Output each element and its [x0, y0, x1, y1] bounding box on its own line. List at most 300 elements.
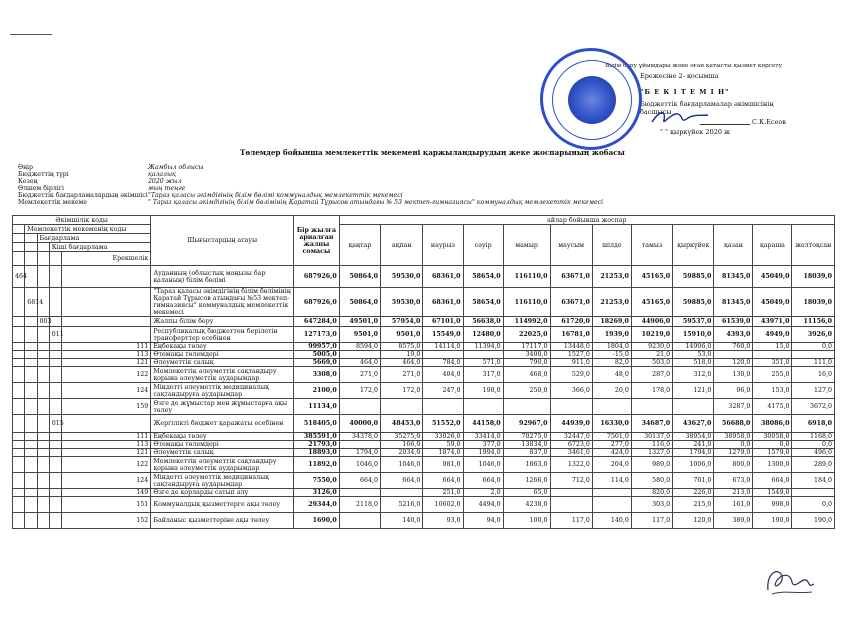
expense-name-cell: Ауданның (облыстық маңызы бар қаланың) білім бөлімі: [151, 266, 294, 288]
month-value-cell: 7501,0: [592, 433, 631, 441]
month-value-cell: 9501,0: [381, 327, 423, 343]
institution-code-cell: [25, 489, 37, 497]
subprogram-code-cell: [49, 513, 61, 529]
month-value-cell: 351,0: [753, 359, 792, 367]
table-row: [13, 266, 835, 288]
month-value-cell: [592, 399, 631, 415]
table-row: [13, 449, 835, 457]
admin-code-cell: [13, 497, 25, 513]
subprogram-code-cell: [49, 367, 61, 383]
expense-name-cell: Әлеуметтік салық: [151, 359, 294, 367]
program-code-cell: [37, 441, 49, 449]
month-value-cell: 34378,0: [339, 433, 380, 441]
month-value-cell: 18269,0: [592, 317, 631, 327]
specifics-code-cell: [62, 415, 151, 433]
month-value-cell: 96,0: [714, 383, 753, 399]
specifics-code-cell: 111: [62, 433, 151, 441]
program-code-cell: [37, 433, 49, 441]
month-value-cell: 3461,0: [550, 449, 592, 457]
month-value-cell: 4238,0: [503, 497, 550, 513]
month-value-cell: 22025,0: [503, 327, 550, 343]
month-value-cell: 8594,0: [339, 343, 380, 351]
annual-total-cell: 687926,0: [294, 266, 340, 288]
month-value-cell: 127,0: [792, 383, 835, 399]
director-signature: [650, 106, 710, 128]
annual-total-cell: 5005,0: [294, 351, 340, 359]
month-value-cell: 312,0: [673, 367, 714, 383]
subprogram-code-cell: [49, 489, 61, 497]
month-value-cell: [423, 399, 463, 415]
month-value-cell: 271,0: [339, 367, 380, 383]
institution-code-cell: [25, 457, 37, 473]
admin-code-cell: [13, 415, 25, 433]
month-value-cell: 303,0: [631, 497, 672, 513]
month-value-cell: 40000,0: [339, 415, 380, 433]
month-value-cell: 1804,0: [592, 343, 631, 351]
specifics-code-cell: 111: [62, 343, 151, 351]
month-value-cell: 277,0: [592, 441, 631, 449]
month-value-cell: 2034,0: [381, 449, 423, 457]
table-row: [13, 317, 835, 327]
month-value-cell: [592, 497, 631, 513]
approval-heading: "Б Е К І Т Е М І Н": [640, 88, 730, 96]
table-row: [13, 441, 835, 449]
month-value-cell: 664,0: [423, 473, 463, 489]
month-value-cell: [339, 351, 380, 359]
subprogram-code-cell: [49, 288, 61, 317]
month-value-cell: 1579,0: [753, 449, 792, 457]
month-value-cell: 59,0: [423, 441, 463, 449]
annual-total-cell: 3126,0: [294, 489, 340, 497]
month-value-cell: 317,0: [463, 367, 503, 383]
annual-total-cell: 7550,0: [294, 473, 340, 489]
month-value-cell: 45165,0: [631, 288, 672, 317]
month-value-cell: [381, 489, 423, 497]
month-value-cell: 100,0: [503, 513, 550, 529]
specifics-code-cell: [62, 327, 151, 343]
header-month-4: сәуір: [463, 225, 503, 266]
month-value-cell: [381, 399, 423, 415]
subprogram-code-cell: 015: [49, 415, 61, 433]
institution-code-cell: [25, 449, 37, 457]
month-value-cell: [753, 351, 792, 359]
month-value-cell: 9230,0: [631, 343, 672, 351]
subprogram-code-cell: [49, 266, 61, 288]
month-value-cell: 59885,0: [673, 266, 714, 288]
month-value-cell: 38086,0: [753, 415, 792, 433]
program-code-cell: [37, 367, 49, 383]
month-value-cell: 271,0: [381, 367, 423, 383]
program-code-cell: [37, 473, 49, 489]
month-value-cell: 63671,0: [550, 266, 592, 288]
header-month-2: ақпан: [381, 225, 423, 266]
subprogram-code-cell: [49, 449, 61, 457]
month-value-cell: 32447,0: [550, 433, 592, 441]
month-value-cell: 33414,0: [463, 433, 503, 441]
meta-key-period: Кезең: [18, 178, 38, 185]
institution-code-cell: [25, 441, 37, 449]
month-value-cell: 213,0: [714, 489, 753, 497]
table-row: [13, 433, 835, 441]
month-value-cell: 15910,0: [673, 327, 714, 343]
month-value-cell: 17117,0: [503, 343, 550, 351]
month-value-cell: 67101,0: [423, 317, 463, 327]
month-value-cell: 34687,0: [631, 415, 672, 433]
meta-val-period: 2020 жыл: [148, 178, 182, 185]
month-value-cell: 44906,0: [631, 317, 672, 327]
table-row: [13, 383, 835, 399]
annual-total-cell: 687926,0: [294, 288, 340, 317]
month-value-cell: 178,0: [631, 383, 672, 399]
annual-total-cell: 1690,0: [294, 513, 340, 529]
expense-name-cell: Міндетті әлеуметтік медициналық сақтандыруға аударымдар: [151, 383, 294, 399]
subprogram-code-cell: [49, 351, 61, 359]
month-value-cell: 3926,0: [792, 327, 835, 343]
specifics-code-cell: 113: [62, 441, 151, 449]
admin-code-cell: [13, 359, 25, 367]
month-value-cell: 45049,0: [753, 266, 792, 288]
subprogram-code-cell: [49, 383, 61, 399]
month-value-cell: 424,0: [592, 449, 631, 457]
annual-total-cell: 647284,0: [294, 317, 340, 327]
annual-total-cell: 29344,0: [294, 497, 340, 513]
table-row: [13, 399, 835, 415]
program-code-cell: [37, 359, 49, 367]
meta-val-region: Жамбыл облысы: [148, 164, 204, 171]
month-value-cell: 120,0: [714, 359, 753, 367]
approver-name: С.К.Есеов: [752, 118, 786, 126]
expense-name-cell: Әлеуметтік салық: [151, 449, 294, 457]
month-value-cell: 59537,0: [673, 317, 714, 327]
month-value-cell: 204,0: [592, 457, 631, 473]
institution-code-cell: [25, 473, 37, 489]
meta-key-region: Өңір: [18, 164, 33, 171]
approval-line-4: Бюджеттік бағдарламалар әкімшісінің: [640, 100, 774, 108]
month-value-cell: 190,0: [753, 513, 792, 529]
meta-block: [18, 164, 618, 214]
specifics-code-cell: 121: [62, 359, 151, 367]
month-value-cell: 21253,0: [592, 288, 631, 317]
month-value-cell: 11156,0: [792, 317, 835, 327]
month-value-cell: 1874,0: [423, 449, 463, 457]
month-value-cell: 468,0: [503, 367, 550, 383]
approval-date: " " қыркүйек 2020 ж: [660, 128, 731, 136]
table-header: [13, 216, 835, 266]
month-value-cell: 94,0: [463, 513, 503, 529]
month-value-cell: 49501,0: [339, 317, 380, 327]
month-value-cell: 184,0: [792, 473, 835, 489]
month-value-cell: 38958,0: [714, 433, 753, 441]
month-value-cell: 18039,0: [792, 266, 835, 288]
expense-name-cell: Байланыс қызметтеріне ақы төлеу: [151, 513, 294, 529]
specifics-code-cell: [62, 288, 151, 317]
specifics-code-cell: 124: [62, 383, 151, 399]
subprogram-code-cell: [49, 457, 61, 473]
program-code-cell: [37, 489, 49, 497]
subprogram-code-cell: [49, 433, 61, 441]
expense-name-cell: Республикалық бюджеттен берілетін трансферттер есебінен: [151, 327, 294, 343]
month-value-cell: 215,0: [673, 497, 714, 513]
meta-val-budget-type: қалалық: [148, 171, 176, 178]
month-value-cell: 44158,0: [463, 415, 503, 433]
subprogram-code-cell: [49, 359, 61, 367]
month-value-cell: 59530,0: [381, 288, 423, 317]
month-value-cell: 15549,0: [423, 327, 463, 343]
approval-line-5: басшысы: [640, 108, 672, 116]
month-value-cell: 30058,0: [753, 433, 792, 441]
institution-code-cell: [25, 415, 37, 433]
header-month-6: маусым: [550, 225, 592, 266]
meta-key-unit: Өлшем бірлігі: [18, 185, 64, 192]
month-value-cell: 289,0: [792, 457, 835, 473]
month-value-cell: 0,0: [792, 441, 835, 449]
meta-key-administrator: Бюджеттік бағдарламалардың әкімшісі: [18, 192, 148, 199]
month-value-cell: 226,0: [673, 489, 714, 497]
month-value-cell: 21,0: [631, 351, 672, 359]
header-month-1: қаңтар: [339, 225, 380, 266]
specifics-code-cell: 159: [62, 399, 151, 415]
month-value-cell: 81345,0: [714, 288, 753, 317]
month-value-cell: 50864,0: [339, 266, 380, 288]
month-value-cell: 9501,0: [339, 327, 380, 343]
month-value-cell: [339, 441, 380, 449]
month-value-cell: 61720,0: [550, 317, 592, 327]
month-value-cell: [673, 399, 714, 415]
expense-name-cell: Өзге де қорларды сатып алу: [151, 489, 294, 497]
table-row: [13, 359, 835, 367]
expense-name-cell: Өзге де жұмыстар мен жұмыстарға ақы төлеу: [151, 399, 294, 415]
program-code-cell: [37, 457, 49, 473]
month-value-cell: 48453,0: [381, 415, 423, 433]
month-value-cell: 0,0: [792, 343, 835, 351]
month-value-cell: 998,0: [753, 497, 792, 513]
month-value-cell: 1046,0: [339, 457, 380, 473]
header-monthly-plan: айлар бойынша жоспар: [339, 216, 834, 225]
specifics-code-cell: 122: [62, 367, 151, 383]
month-value-cell: 68361,0: [423, 266, 463, 288]
month-value-cell: 116110,0: [503, 288, 550, 317]
month-value-cell: 255,0: [753, 367, 792, 383]
month-value-cell: 784,0: [423, 359, 463, 367]
month-value-cell: 1863,0: [503, 457, 550, 473]
month-value-cell: 58654,0: [463, 266, 503, 288]
month-value-cell: 571,0: [463, 359, 503, 367]
specifics-code-cell: [62, 317, 151, 327]
month-value-cell: 16,0: [792, 367, 835, 383]
month-value-cell: 57954,0: [381, 317, 423, 327]
month-value-cell: 389,0: [714, 513, 753, 529]
month-value-cell: 16781,0: [550, 327, 592, 343]
header-month-11: қараша: [753, 225, 792, 266]
month-value-cell: 518,0: [673, 359, 714, 367]
month-value-cell: 820,0: [631, 489, 672, 497]
expense-name-cell: Мемлекеттік әлеуметтік сақтандыру қорына әлеуметтік аударымдар: [151, 367, 294, 383]
month-value-cell: 1266,0: [503, 473, 550, 489]
month-value-cell: 4175,0: [753, 399, 792, 415]
specifics-code-cell: 121: [62, 449, 151, 457]
institution-code-cell: [25, 433, 37, 441]
month-value-cell: 1046,0: [381, 457, 423, 473]
institution-code-cell: [25, 367, 37, 383]
approval-line-1: Білім беру ұйымдары және оған қатысты қызмет көрсету: [605, 63, 783, 69]
header-month-10: қазан: [714, 225, 753, 266]
header-month-8: тамыз: [631, 225, 672, 266]
program-code-cell: [37, 399, 49, 415]
admin-code-cell: [13, 433, 25, 441]
institution-code-cell: [25, 343, 37, 351]
admin-code-cell: [13, 343, 25, 351]
month-value-cell: 0,0: [714, 441, 753, 449]
expense-name-cell: Коммуналдық қызметтерге ақы төлеу: [151, 497, 294, 513]
official-stamp: [540, 48, 642, 150]
month-value-cell: 1549,0: [753, 489, 792, 497]
program-code-cell: 003: [37, 317, 49, 327]
institution-code-cell: [25, 327, 37, 343]
month-value-cell: 56688,0: [714, 415, 753, 433]
header-month-7: шілде: [592, 225, 631, 266]
month-value-cell: 1327,0: [631, 449, 672, 457]
month-value-cell: 13834,0: [503, 441, 550, 449]
meta-key-institution: Мемлекеттік мекеме: [18, 199, 88, 206]
month-value-cell: 464,0: [381, 359, 423, 367]
month-value-cell: 1279,0: [714, 449, 753, 457]
header-program: Бағдарлама: [37, 234, 151, 243]
annual-total-cell: 11134,0: [294, 399, 340, 415]
month-value-cell: 45165,0: [631, 266, 672, 288]
expense-name-cell: Жалпы білім беру: [151, 317, 294, 327]
month-value-cell: 114,0: [592, 473, 631, 489]
subprogram-code-cell: [49, 399, 61, 415]
month-value-cell: 50864,0: [339, 288, 380, 317]
specifics-code-cell: 151: [62, 497, 151, 513]
month-value-cell: 59885,0: [673, 288, 714, 317]
month-value-cell: [339, 399, 380, 415]
month-value-cell: 981,0: [423, 457, 463, 473]
table-row: [13, 343, 835, 351]
month-value-cell: 1794,0: [339, 449, 380, 457]
table-row: [13, 457, 835, 473]
admin-code-cell: [13, 399, 25, 415]
month-value-cell: 140,0: [381, 513, 423, 529]
month-value-cell: 121,0: [673, 383, 714, 399]
month-value-cell: 377,0: [463, 441, 503, 449]
month-value-cell: [631, 399, 672, 415]
table-row: [13, 497, 835, 513]
month-value-cell: 241,0: [673, 441, 714, 449]
month-value-cell: 3400,0: [503, 351, 550, 359]
header-specifics: Ерекшелік: [62, 252, 151, 266]
month-value-cell: [463, 399, 503, 415]
expense-name-cell: "Тараз қаласы әкімдігінің білім бөлімінің Қаратай Тұрысов атындағы №53 мектеп-гимназиясы" коммуналдық мемлекеттік мекемесі: [151, 288, 294, 317]
institution-code-cell: [25, 383, 37, 399]
month-value-cell: [550, 399, 592, 415]
expense-name-cell: Жергілікті бюджет қаражаты есебінен: [151, 415, 294, 433]
month-value-cell: 250,0: [503, 383, 550, 399]
month-value-cell: [792, 351, 835, 359]
specifics-code-cell: [62, 266, 151, 288]
month-value-cell: 30137,0: [631, 433, 672, 441]
month-value-cell: 4949,0: [753, 327, 792, 343]
month-value-cell: 1322,0: [550, 457, 592, 473]
annual-total-cell: 3308,0: [294, 367, 340, 383]
month-value-cell: 20,0: [592, 383, 631, 399]
month-value-cell: 1794,0: [673, 449, 714, 457]
month-value-cell: [339, 489, 380, 497]
header-admin-code: Әкімшілік коды: [13, 216, 151, 225]
institution-code-cell: [25, 399, 37, 415]
document-title: Төлемдер бойынша мемлекеттік мекемені қаржыландырудың жеке жоспарының жобасы: [240, 148, 625, 157]
month-value-cell: 116,0: [631, 441, 672, 449]
month-value-cell: 56638,0: [463, 317, 503, 327]
month-value-cell: 701,0: [673, 473, 714, 489]
month-value-cell: 1994,0: [463, 449, 503, 457]
month-value-cell: 529,0: [550, 367, 592, 383]
month-value-cell: 59530,0: [381, 266, 423, 288]
institution-code-cell: 6814: [25, 288, 37, 317]
month-value-cell: 664,0: [339, 473, 380, 489]
month-value-cell: 580,0: [631, 473, 672, 489]
month-value-cell: 53,0: [673, 351, 714, 359]
meta-val-administrator: "Тараз қаласы әкімдігінің білім бөлімі коммуналдық мемлекеттік мекемесі: [148, 192, 403, 199]
month-value-cell: [423, 351, 463, 359]
month-value-cell: 14906,0: [673, 343, 714, 351]
institution-code-cell: [25, 359, 37, 367]
month-value-cell: -15,0: [592, 351, 631, 359]
month-value-cell: [503, 399, 550, 415]
month-value-cell: 496,0: [792, 449, 835, 457]
table-row: [13, 367, 835, 383]
financing-plan-table: [12, 215, 835, 529]
annual-total-cell: 21793,0: [294, 441, 340, 449]
month-value-cell: 287,0: [631, 367, 672, 383]
month-value-cell: 2,0: [463, 489, 503, 497]
admin-code-cell: [13, 367, 25, 383]
month-value-cell: 10602,0: [423, 497, 463, 513]
month-value-cell: 19,0: [381, 351, 423, 359]
program-code-cell: [37, 497, 49, 513]
month-value-cell: 1300,0: [753, 457, 792, 473]
month-value-cell: 12480,0: [463, 327, 503, 343]
approval-line-2: Ережесіне 2- қосымша: [640, 72, 719, 80]
month-value-cell: 837,0: [503, 449, 550, 457]
specifics-code-cell: 124: [62, 473, 151, 489]
month-value-cell: 14114,0: [423, 343, 463, 351]
month-value-cell: [550, 489, 592, 497]
month-value-cell: 4393,0: [714, 327, 753, 343]
subprogram-code-cell: [49, 343, 61, 351]
month-value-cell: 5216,0: [381, 497, 423, 513]
header-month-5: мамыр: [503, 225, 550, 266]
month-value-cell: 198,0: [463, 383, 503, 399]
month-value-cell: 81345,0: [714, 266, 753, 288]
program-code-cell: [37, 449, 49, 457]
table-row: [13, 513, 835, 529]
header-institution-code: Мемлекеттік мекеменің коды: [25, 225, 151, 234]
annual-total-cell: 385591,0: [294, 433, 340, 441]
program-code-cell: [37, 266, 49, 288]
footer-signature: [762, 560, 822, 600]
annual-total-cell: 11892,0: [294, 457, 340, 473]
month-value-cell: 117,0: [631, 513, 672, 529]
month-value-cell: 43971,0: [753, 317, 792, 327]
header-annual-total: Бір жылға арналған жалпы сомасы: [294, 216, 340, 266]
month-value-cell: 21253,0: [592, 266, 631, 288]
month-value-cell: 0,0: [753, 441, 792, 449]
month-value-cell: [792, 489, 835, 497]
program-code-cell: [37, 415, 49, 433]
month-value-cell: 33026,0: [423, 433, 463, 441]
month-value-cell: 6723,0: [550, 441, 592, 449]
